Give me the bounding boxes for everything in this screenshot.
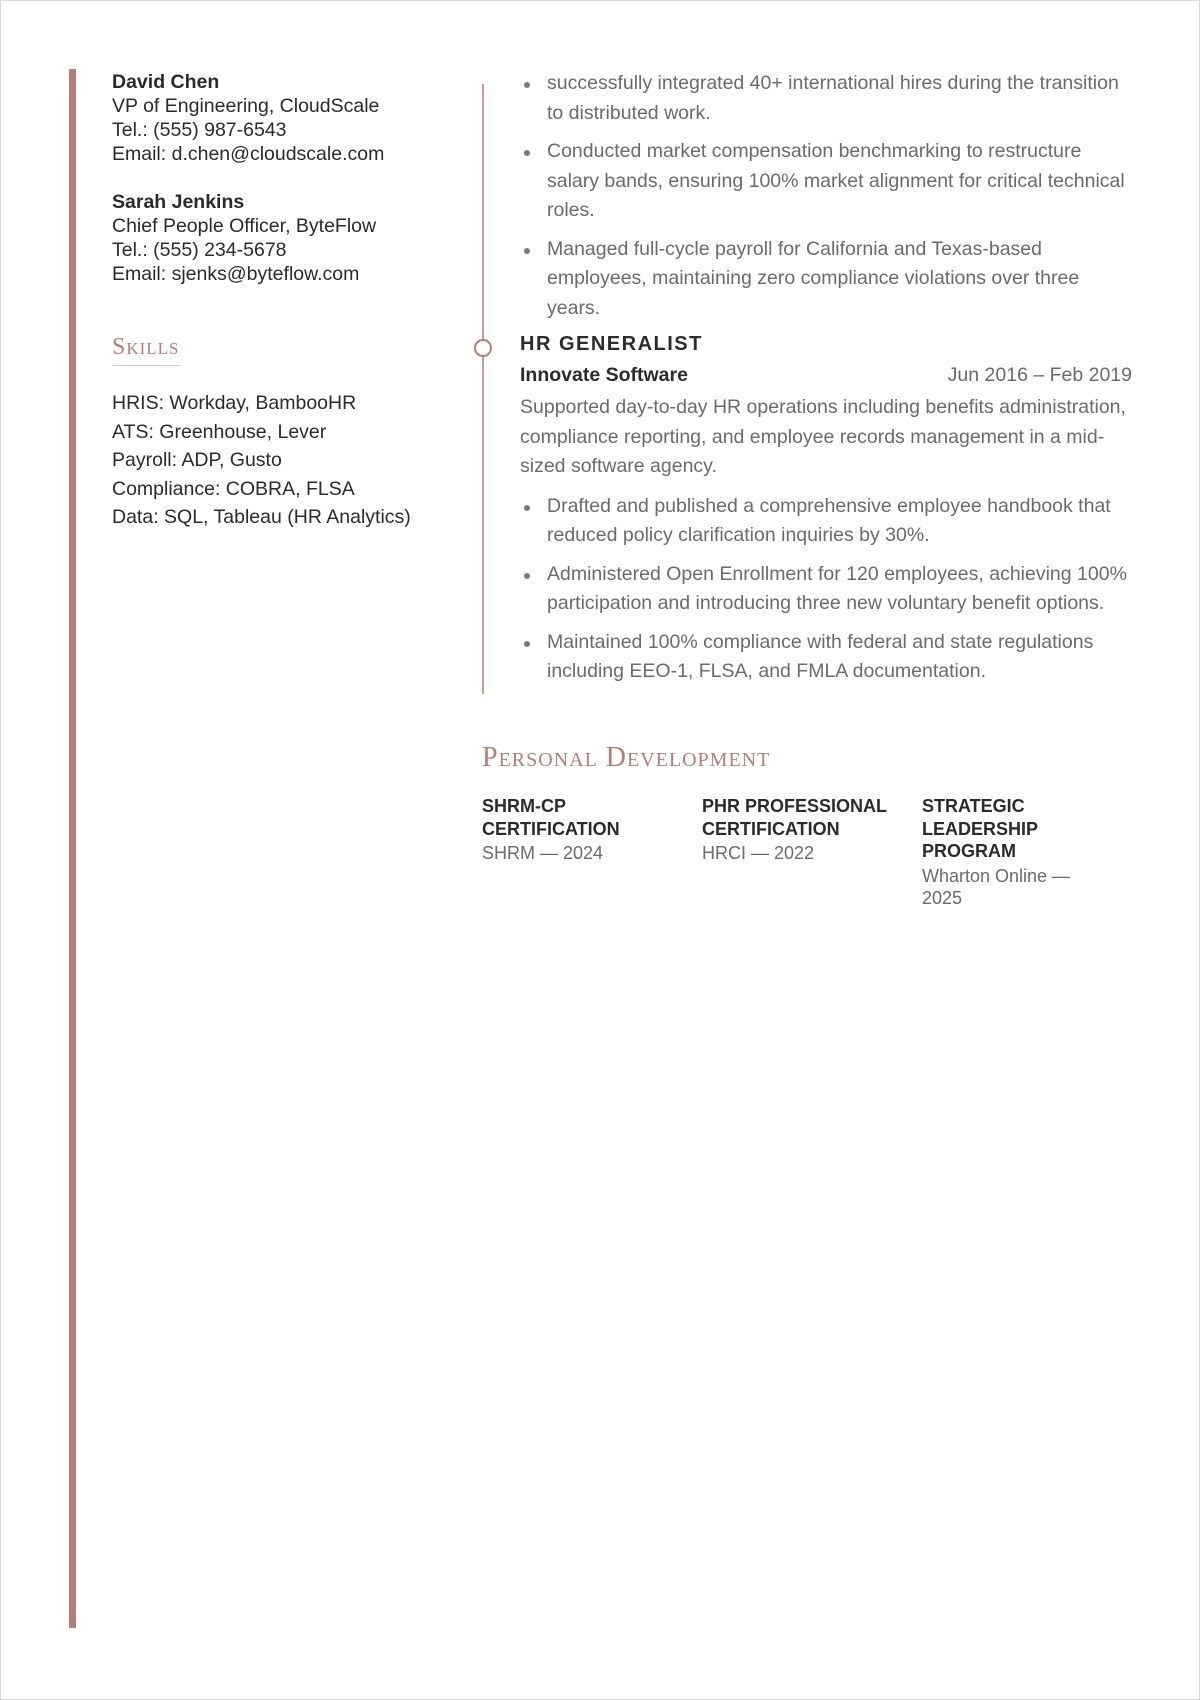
personal-development-heading: Personal Development [482, 742, 771, 773]
certification-name: PHR PROFESSIONAL CERTIFICATION [702, 796, 887, 839]
job-entry [520, 333, 1132, 696]
job-dates: Jun 2016 – Feb 2019 [947, 364, 1132, 386]
skill-item: ATS: Greenhouse, Lever [112, 420, 327, 443]
job-company-row [520, 364, 1132, 387]
certification-meta: Wharton Online — 2025 [922, 865, 1071, 908]
bullet-item: Drafted and published a comprehensive employee handbook that reduced policy clarification inquiries by 30%. [520, 492, 1132, 551]
skill-item: Compliance: COBRA, FLSA [112, 477, 355, 500]
reference-name: Sarah Jenkins [112, 191, 245, 213]
skill-item: HRIS: Workday, BambooHR [112, 392, 357, 414]
job-description: Supported day-to-day HR operations including benefits administration, compliance reporting, and employee records management in a mid-sized software agency. [520, 396, 1126, 477]
bullet-item: Managed full-cycle payroll for California and Texas-based employees, maintaining zero compliance violations over three years. [520, 235, 1132, 324]
bullet-item: Conducted market compensation benchmarking to restructure salary bands, ensuring 100% market alignment for critical technical roles. [520, 137, 1132, 226]
certification-item [922, 795, 1142, 910]
reference-phone: Tel.: (555) 987-6543 [112, 119, 287, 141]
timeline-line [482, 84, 484, 694]
job-title: HR GENERALIST [520, 333, 703, 355]
certification-meta: HRCI — 2022 [702, 843, 815, 863]
reference-title: Chief People Officer, ByteFlow [112, 215, 377, 237]
skills-list [112, 389, 452, 532]
reference-entry [112, 70, 442, 166]
certification-item [702, 795, 922, 910]
skill-item: Data: SQL, Tableau (HR Analytics) [112, 506, 411, 528]
certifications-row [482, 795, 1142, 910]
bullet-item: successfully integrated 40+ international hires during the transition to distributed work. [520, 69, 1132, 128]
skill-item: Payroll: ADP, Gusto [112, 449, 282, 471]
certification-name: SHRM-CP CERTIFICATION [482, 796, 620, 839]
certification-name: STRATEGIC LEADERSHIP PROGRAM [922, 796, 1038, 861]
bullet-item: Administered Open Enrollment for 120 employees, achieving 100% participation and introducing three new voluntary benefit options. [520, 560, 1132, 619]
previous-job-bullets [520, 69, 1132, 332]
reference-email: Email: sjenks@byteflow.com [112, 263, 360, 285]
references-section [112, 70, 442, 286]
certification-item [482, 795, 702, 910]
reference-entry [112, 190, 442, 286]
accent-bar [69, 69, 76, 1628]
job-company: Innovate Software [520, 364, 688, 386]
reference-email: Email: d.chen@cloudscale.com [112, 143, 385, 165]
certification-meta: SHRM — 2024 [482, 843, 604, 863]
reference-name: David Chen [112, 71, 220, 93]
reference-title: VP of Engineering, CloudScale [112, 95, 380, 117]
timeline-dot [474, 339, 492, 357]
reference-phone: Tel.: (555) 234-5678 [112, 239, 287, 261]
bullet-item: Maintained 100% compliance with federal and state regulations including EEO-1, FLSA, and FMLA documentation. [520, 628, 1132, 687]
skills-heading: Skills [112, 334, 180, 366]
